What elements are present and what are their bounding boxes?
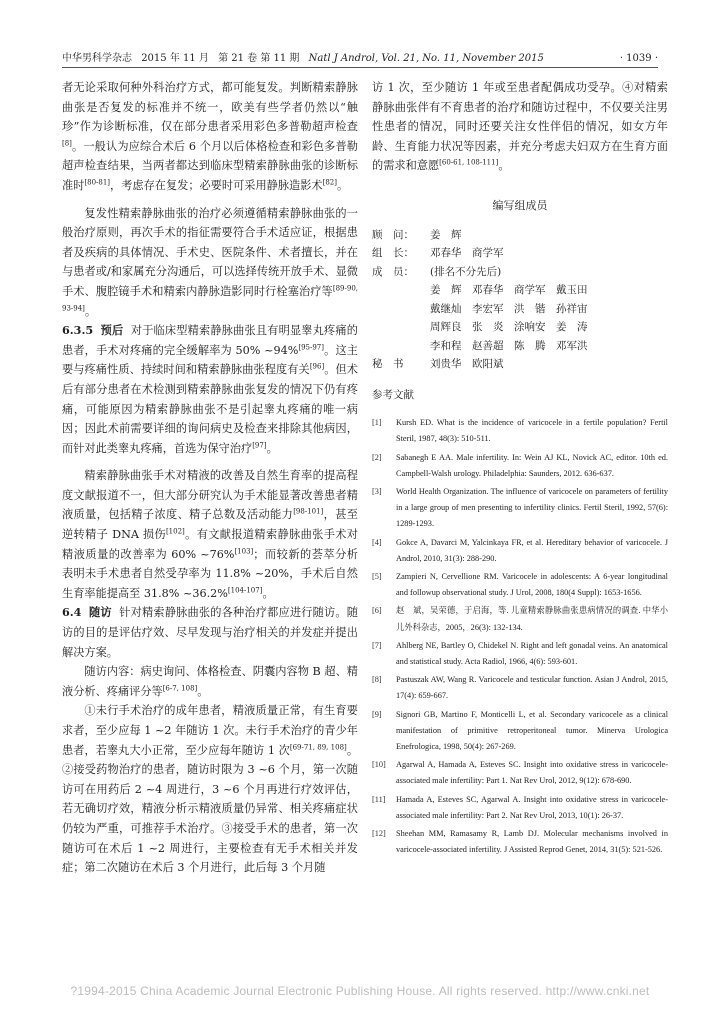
reference-item: [1] Kursh ED. What is the incidence of varicocele in a fertile population? Fertil Steril, 1987, 48(3): 510-511. — [372, 418, 668, 444]
reference-item: [12] Sheehan MM, Ramasamy R, Lamb DJ. Molecular mechanisms involved in varicocele-associated infertility. J Assisted Reprod Genet, 2014, 31(5): 521-526. — [372, 829, 668, 855]
citation[interactable]: [98-101] — [293, 507, 324, 516]
citation[interactable]: [89-90, 93-94] — [62, 284, 358, 312]
section-6-4: 6.4 随访 针对精索静脉曲张的各种治疗都应进行随访。随访的目的是评估疗效、尽早发现与治疗相关的并发症并提出解决方案。 — [62, 605, 358, 659]
citation[interactable]: [102] — [165, 527, 185, 536]
paragraph: ①未行手术治疗的成年患者，精液质量正常，有生育要求者，至少应每 1 ~2 年随访 1 次。未行手术治疗的青少年患者，若睾丸大小正常，至少应每年随访 1 次[69-71, 89, 108]。②接受药物治疗的患者，随访时限为 3 ~6 个月，第一次随访可在用药后 2 ~4 周进行，3 ~6 个月再进行疗效评估，若无确切疗效，精液分析示精液质量仍异常、相关疼痛症状仍较为严重，可推荐手术治疗。③接受手术的患者，第一次随访可在术后 1 ~2 周进行，主要检查有无手术相关并发症；第二次随访在术后 3 个月进行，此后每 3 个月随 — [62, 704, 359, 875]
citation[interactable]: [96] — [309, 362, 325, 371]
header-left — [62, 49, 550, 64]
citation[interactable]: [80-81] — [84, 178, 111, 187]
reference-item: [5] Zampieri N, Cervellione RM. Varicocele in adolescents: A 6-year longitudinal and followup observational study. J Urol, 2008, 180(4 Suppl): 1653-1656. — [372, 571, 668, 598]
reference-item: [3] World Health Organization. The influence of varicocele on parameters of fertility in a large group of men presenting to infertility clinics. Fertil Steril, 1992, 57(6): 1289-1293. — [372, 486, 668, 529]
reference-item: [11] Hamada A, Esteves SC, Agarwal A. Insight into oxidative stress in varicocele-associated male infertility: Part 2. Nat Rev Urol, 2013, 10(1): 26-37. — [372, 794, 668, 820]
journal-name-en: Natl J Androl, Vol. 21, No. 11, November 2015 — [308, 53, 544, 64]
paragraph: 精索静脉曲张手术对精液的改善及自然生育率的提高程度文献报道不一，但大部分研究认为手术能显著改善患者精液质量，包括精子浓度、精子总数及活动能力[98-101]，甚至逆转精子 DNA 损伤[102]。有文献报道精索静脉曲张手术对精液质量的改善率为 60% ~76%[103]；而较新的荟萃分析表明未手术患者自然受孕率为 11.8% ~20%，手术后自然生育率能提高至 31.8% ~36.2%[104-107]。 — [62, 469, 358, 600]
roster-row: 组 长： 邓春华 商学军 — [372, 247, 504, 260]
left-column — [62, 78, 358, 878]
right-column — [372, 78, 668, 860]
paragraph: 访 1 次，至少随访 1 年或至患者配偶成功受孕。④对精索静脉曲张伴有不育患者的治疗和随访过程中，不仅要关注男性患者的情况，同时还要关注女性伴侣的情况，如女方年龄、生育能力状况等因素，并充分考虑夫妇双方在生育方面的需求和意愿[60-61, 108-111]。 — [372, 81, 668, 173]
citation[interactable]: [60-61, 108-111] — [439, 158, 499, 167]
reference-item: [10] Agarwal A, Hamada A, Esteves SC. Insight into oxidative stress in varicocele-associated male infertility: Part 1. Nat Rev Urol, 2012, 9(12): 678-690. — [372, 760, 668, 786]
roster-row: 戴继灿 李宏军 洪 锴 孙祥宙 — [430, 302, 588, 315]
author-roster — [372, 226, 668, 374]
roster-row: 周辉良 张 炎 涂响安 姜 涛 — [430, 321, 588, 334]
roster-row: 成 员： (排名不分先后) — [372, 265, 502, 278]
citation[interactable]: [69-71, 89, 108] — [289, 742, 347, 751]
citation[interactable]: [97] — [252, 440, 267, 449]
roster-row: 秘 书 刘贵华 欧阳斌 — [372, 358, 504, 371]
roster-row: 顾 问： 姜 辉 — [372, 228, 462, 241]
journal-name-cn: 中华男科学杂志 — [62, 53, 132, 64]
citation[interactable]: [103] — [234, 546, 254, 555]
reference-item: [8] Pastuszak AW, Wang R. Varicocele and testicular function. Asian J Androl, 2015, 17(4): 659-667. — [372, 675, 668, 701]
volume-cn: 第 21 卷 第 11 期 — [218, 53, 300, 64]
reference-item: [7] Ahlberg NE, Bartley O, Chidekel N. Right and left gonadal veins. An anatomical and statistical study. Acta Radiol, 1966, 4(6): 593-601. — [372, 640, 668, 666]
citation[interactable]: [6-7, 108] — [162, 684, 198, 693]
reference-item: [2] Sabanegh E AA. Male infertility. In: Wein AJ KL, Novick AC, editor. 10th ed. Campbell-Walsh urology. Philadelphia: Saunders, 2012. 636-637. — [372, 452, 668, 478]
citation[interactable]: [104-107] — [227, 586, 263, 595]
paragraph: 复发性精索静脉曲张的治疗必须遵循精索静脉曲张的一般治疗原则，再次手术的指征需要符合手术适应证，根据患者及疾病的具体情况、手术史、医院条件、术者擅长，并在与患者或/和家属充分沟通后，可以选择传统开放手术、显微手术、腹腔镜手术和精索内静脉造影同时行栓塞治疗等[89-90, 93-94]。 — [62, 206, 358, 318]
roster-row: 李和程 赵善超 陈 腾 邓军洪 — [430, 339, 588, 352]
roster-row: 姜 辉 邓春华 商学军 戴玉田 — [430, 284, 588, 297]
copyright-footer: ?1994-2015 China Academic Journal Electronic Publishing House. All rights reserved. http://www.cnki.net — [70, 984, 650, 998]
citation[interactable]: [82] — [322, 178, 337, 187]
paragraph: 随访内容：病史询问、体格检查、阴囊内容物 B 超、精液分析、疼痛评分等[6-7, 108]。 — [62, 665, 358, 698]
section-6-3-5: 6.3.5 预后 对于临床型精索静脉曲张且有明显睾丸疼痛的患者，手术对疼痛的完全缓解率为 50% ~94%[95-97]。这主要与疼痛性质、持续时间和精索静脉曲张程度有关[96]。但术后有部分患者在术检测到精索静脉曲张复发的情况下仍有疼痛，可能原因为精索静脉曲张不是引起睾丸疼痛的唯一病因；因此术前需要详细的询问病史及检查来排除其他病因，而针对此类睾丸疼痛，首选为保守治疗[97]。 — [62, 323, 358, 455]
roster-title: 编写组成员 — [492, 198, 548, 212]
reference-item: [4] Gokce A, Davarci M, Yalcinkaya FR, et al. Hereditary behavior of varicocele. J Androl, 2010, 31(3): 288-290. — [372, 537, 668, 563]
citation[interactable]: [8] — [62, 139, 72, 148]
reference-list — [372, 415, 668, 858]
references-title: 参考文献 — [372, 388, 414, 401]
reference-item: [6] 赵 斌，吴荣德，于启海，等. 儿童精索静脉曲张患病情况的调查. 中华小儿外科杂志，2005，26(3): 132-134. — [372, 606, 668, 632]
section-title: 预后 — [100, 323, 124, 338]
page-number: · 1039 · — [619, 53, 658, 64]
section-number: 6.3.5 — [62, 323, 94, 338]
paragraph: 者无论采取何种外科治疗方式，都可能复发。判断精索静脉曲张是否复发的标准并不统一，欧美有些学者仍然以“触珍”作为诊断标准，仅在部分患者采用彩色多普勒超声检查[8]。一般认为应综合术后 6 个月以后体格检查和彩色多普勒超声检查结果，当两者都达到临床型精索静脉曲张的诊断标准时[80-81]，考虑存在复发；必要时可采用静脉造影术[82]。 — [62, 81, 358, 192]
issue-date-cn: 2015 年 11 月 — [141, 53, 209, 64]
section-title: 随访 — [88, 605, 112, 620]
citation[interactable]: [95-97] — [298, 342, 324, 351]
reference-item: [9] Signori GB, Martino F, Monticelli L, et al. Secondary varicocele as a clinical manifestation of primitive retroperitoneal tumor. Minerva Urologica Enefrologica, 1998, 50(4): 267-269. — [372, 709, 668, 752]
running-header — [62, 46, 658, 68]
section-number: 6.4 — [62, 605, 82, 620]
